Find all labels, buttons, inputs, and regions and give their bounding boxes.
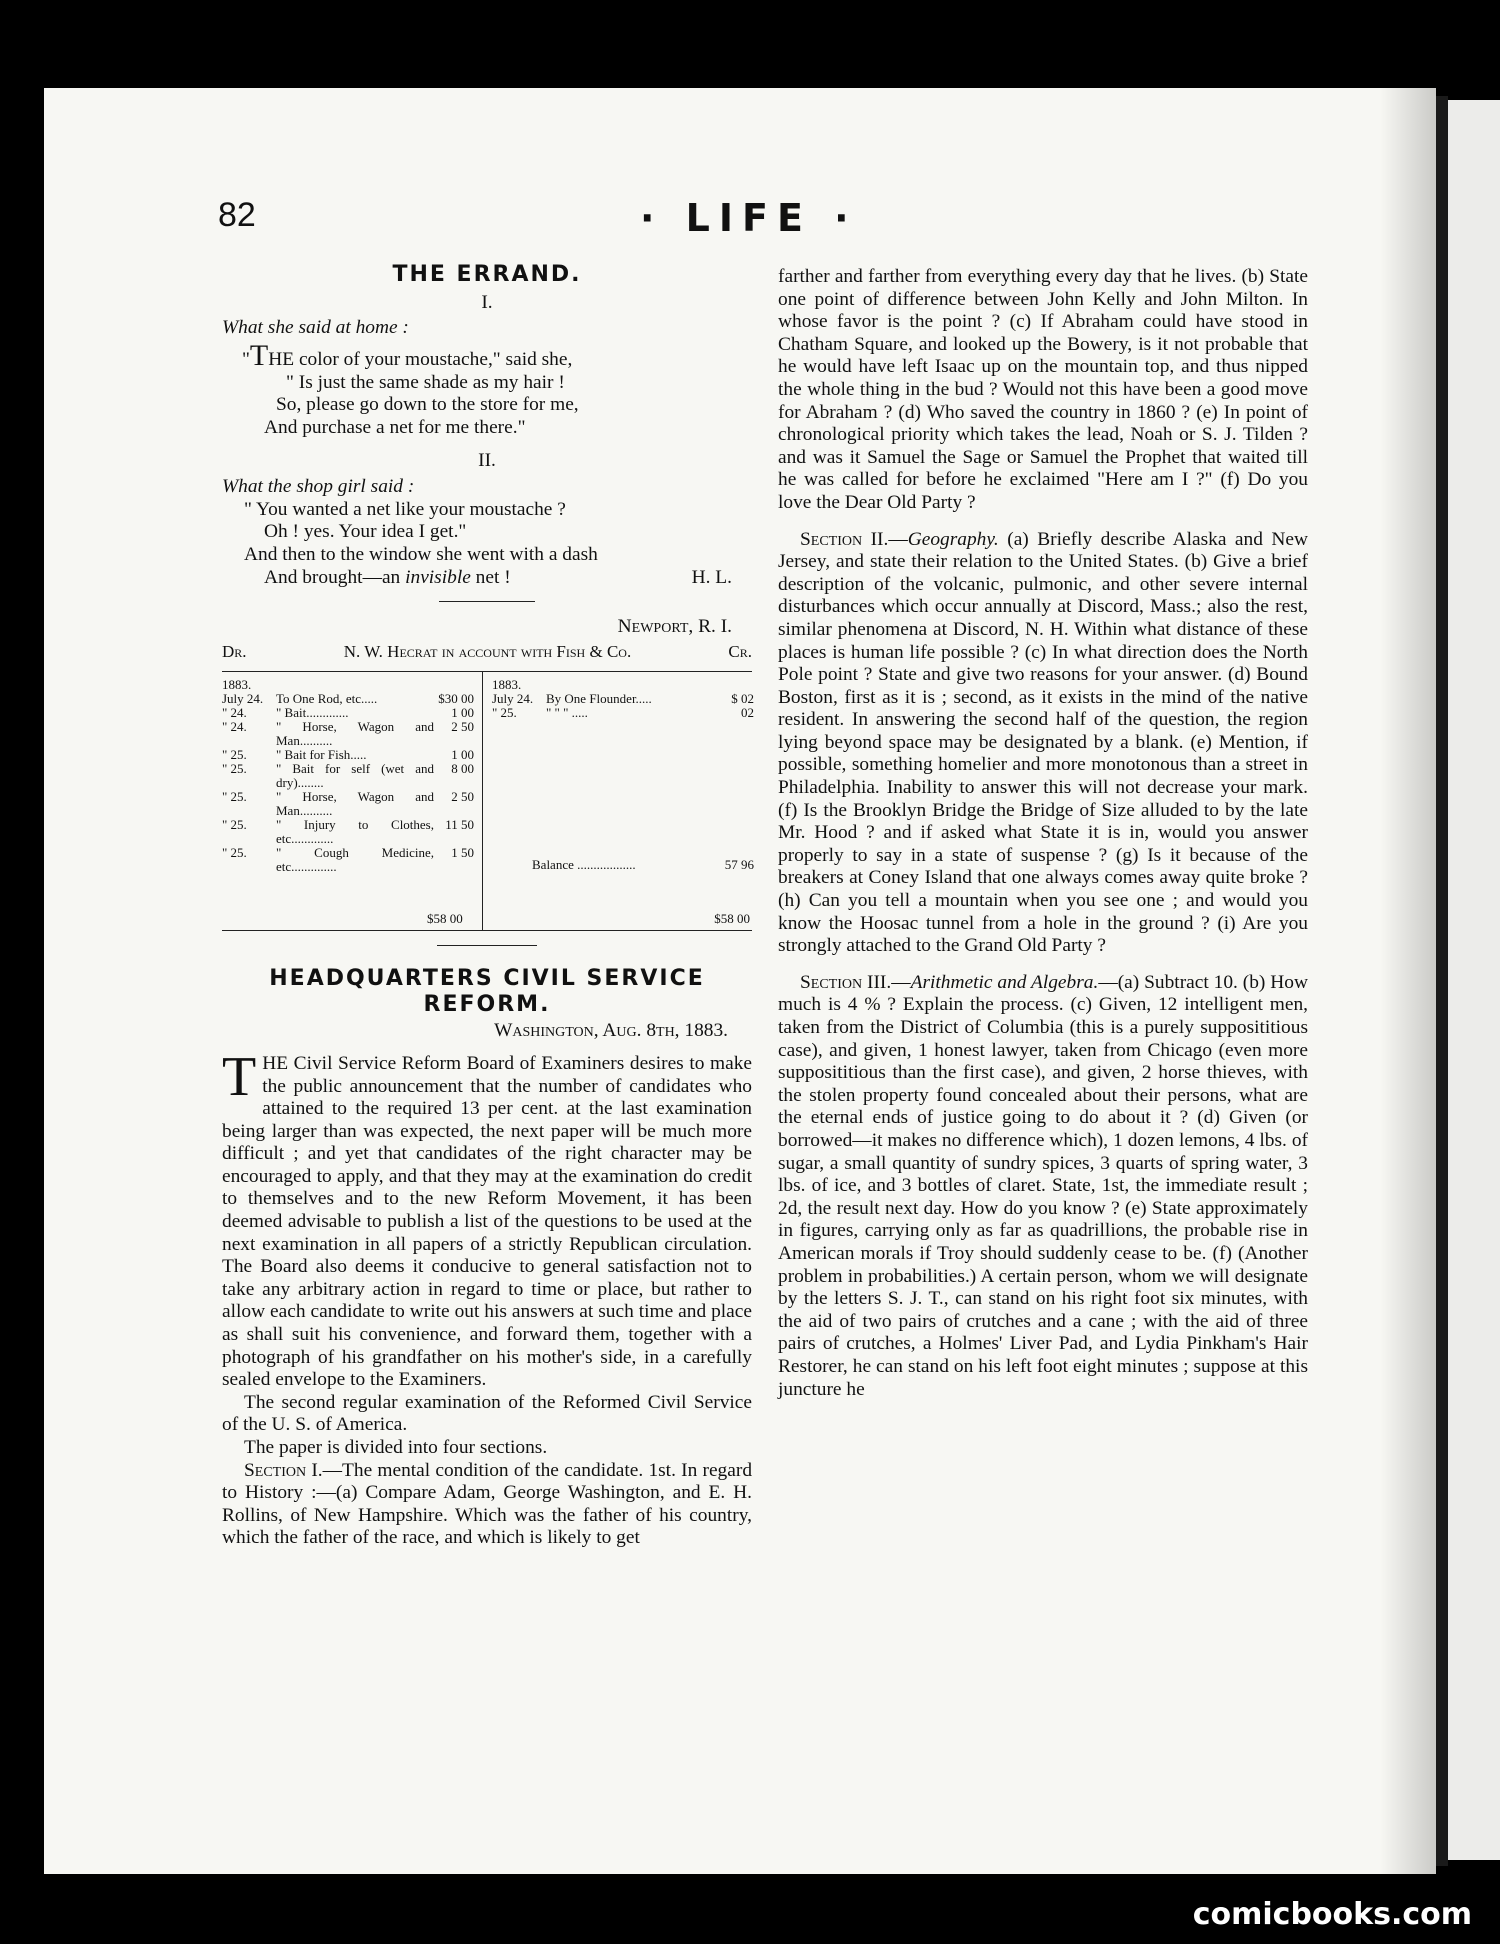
section1-text-left: —The mental condition of the candidate. 1st. In regard to History :—(a) Compare Adam, George Washington, and E. H. Rollins, of New Hampshire. Which was the father of his country, which the father of the race, and which is likely to get [222,1459,753,1549]
page-edge [1436,96,1448,1866]
errand-line-part: net ! [470,566,511,588]
errand-signature: H. L. [691,566,732,588]
ledger-credit-item: " " " ..... [546,706,588,721]
ledger-debit-amount: 1 00 [451,705,474,721]
section3-label: Section III. [800,971,892,993]
right-column [778,266,1308,1401]
ledger-debit-date: " 25. [222,761,247,777]
ledger-divider [482,672,483,930]
ledger-debit-date: " 24. [222,705,247,721]
ledger-debit-row [222,748,474,762]
errand-line: " Is just the same shade as my hair ! [286,371,565,393]
errand-poem-part2 [222,499,752,589]
errand-line-italic: invisible [405,566,471,588]
errand-part2-numeral: II. [478,449,496,471]
ledger-debit-amount: 1 50 [451,845,474,861]
errand-part1-numeral: I. [481,292,493,313]
ledger-debit-row [222,790,474,818]
masthead-title: · LIFE · [640,196,858,240]
ledger-debit-year: 1883. [222,677,252,693]
ledger-debit-item: " Cough Medicine, etc.............. [276,846,434,875]
ledger-debit-date: " 24. [222,719,247,735]
ledger-debit-date: " 25. [222,789,247,805]
errand-part2-heading: What the shop girl said : [222,476,415,498]
errand-part1-heading: What she said at home : [222,316,409,338]
ledger-debit-amount: $30 00 [438,691,474,707]
ledger-debit-item: " Bait for self (wet and dry)........ [276,762,434,791]
ledger-debits [222,678,474,874]
page-gutter-shadow [1380,88,1436,1874]
ledger-debit-item: " Bait for Fish..... [276,748,367,763]
ledger-balance-label: Balance .................. [532,857,636,873]
ledger-credit-row [492,706,754,720]
ledger-debit-row [222,762,474,790]
ledger-debit-row [222,706,474,720]
ledger-debit-amount: 1 00 [451,747,474,763]
errand-line: " You wanted a net like your moustache ? [244,498,566,520]
ledger-debit-row [222,692,474,706]
ledger-credit-date: " 25. [492,705,517,721]
errand-dropcap: T [249,339,269,373]
errand-line: Oh ! yes. Your idea I get." [264,521,467,543]
errand-line-part: And brought—an [264,566,406,588]
ledger-debit-date: " 25. [222,845,247,861]
errand-last-line [264,567,511,590]
section1-label: Section I. [244,1459,323,1481]
account-place: Newport, R. I. [617,616,732,638]
reform-section1-continued: farther and farther from everything every day that he lives. (b) State one point of difference between John Kelly and John Milton. In whose favor is the point ? (c) If Abraham could have stood in Chatham Square, and looked up the Bowery, is it not probable that he would have left Isaac up on the mountain top, and thus nipped the whole thing in the bud ? Would not this have been a good move for Abraham ? (d) Who saved the country in 1860 ? (e) In point of chronological priority which takes the lead, Noah or S. J. Tilden ? and was it Samuel the Sage or Samuel the Prophet that waited till he was called for before he exclaimed "Here am I ?" (f) Do you love the Dear Old Party ? [778,266,1308,513]
reform-section3: Section III.—Arithmetic and Algebra.—(a) Subtract 10. (b) How much is 4 % ? Explain the process. (c) Given, 12 intelligent men, taken from the District of Columbia (this is a purely supposititious case), and given, 1 honest lawyer, taken from Chicago (even more supposititious than the first case), and given, 2 horse thieves, with the stolen property found concealed about their persons, what are the eternal ends of justice going to do about it ? (d) Given (or borrowed—it makes no difference which), 1 dozen lemons, 4 lbs. of sugar, a small quantity of sundry spices, 3 quarts of spring water, 3 lbs. of ice, and 3 bottles of claret. State, 1st, the immediate result ; 2d, the result next day. How do you know ? (e) State approximately in figures, carrying only as far as quadrillions, the probable rise in American morals if Troy should suddenly cease to be. (f) (Another problem in probabilities.) A certain person, whom we will designate by the letters S. J. T., can stand on his right foot six minutes, with the aid of two pairs of crutches and a cane ; with the aid of three pairs of crutches, a Holmes' Liver Pad, and Lydia Pinkham's Hair Restorer, he can stand on his left foot eight minutes ; suppose at this juncture he [778,971,1308,1400]
divider [439,601,535,602]
ledger-balance-amount: 57 96 [724,857,754,873]
ledger-credit-total: $58 00 [714,911,750,927]
errand-line: HE color of your moustache," said she, [268,349,573,371]
section2-label: Section II. [800,528,889,550]
ledger-balance-row [532,858,754,872]
ledger-debit-item: " Bait............. [276,706,349,721]
errand-poem-part1 [222,339,752,439]
reform-paragraph-1 [222,1045,752,1392]
ledger-debit-amount: 8 00 [451,761,474,777]
reform-title-line1: HEADQUARTERS CIVIL SERVICE [269,966,705,992]
reform-paragraph-3: The paper is divided into four sections. [244,1437,548,1458]
watermark: comicbooks.com [1192,1897,1472,1932]
reform-title-line2: REFORM. [423,992,551,1018]
reform-section2: Section II.—Geography. (a) Briefly describe Alaska and New Jersey, and state their relation to the United States. (b) Give a brief description of the volcanic, pulmonic, and other severe internal disturbances which occur annually at Discord, Mass.; also the rest, similar phenomena at Discord, N. H. Within what distance of these places is human life possible ? (c) In what direction does the North Pole point ? State and give two reasons for your answer. (d) Bound Boston, first as it is ; second, as it exists in the mind of the native resident. In answering the second half of the question, the region lying beyond space may be designated by a blank. (e) Mention, if possible, something homelier and more monotonous than a street in Philadelphia. Inability to answer this will not decrease your mark. (f) Is the Brooklyn Bridge the Bridge of Size alluded to by the late Mr. Hood ? and if asked what State it is in, would you answer properly to say in a state of suspense ? (g) Is it because of the breakers at Coney Island that one always comes away quite broke ? (h) Can you tell a mountain when you see one ; and would you know the Hoosac tunnel from a hole in the ground ? (i) Are you strongly attached to the Grand Old Party ? [778,528,1308,957]
account-header [222,641,752,664]
ledger-debit-item: " Horse, Wagon and Man.......... [276,790,434,819]
ledger-debit-row [222,846,474,874]
reform-para1-text: HE Civil Service Reform Board of Examiners desires to make the public announcement that the number of candidates who attained to the required 13 per cent. at the last examination being larger than was expected, the next paper will be much more difficult ; and yet that candidates of the right character may be encouraged to apply, and that they may at the examination do credit to themselves and to the new Reform Movement, it has been deemed advisable to publish a list of the questions to be used at the next examination in all papers of a strictly Republican circulation. The Board also deems it conducive to general satisfaction not to take any arbitrary action in regard to time or place, but rather to allow each candidate to write out his answers at such time and place as shall suit his convenience, and forward them, together with a photograph of his grandfather on his mother's side, in a carefully sealed envelope to the Examiners. [222,1052,752,1391]
ledger-credit-year: 1883. [492,677,522,693]
ledger-debit-row [222,720,474,748]
reform-paragraph-2: The second regular examination of the Reformed Civil Service of the U. S. of America. [222,1391,752,1436]
section3-subject: Arithmetic and Algebra. [910,971,1099,993]
errand-line: And purchase a net for me there." [264,416,526,438]
ledger-debit-total: $58 00 [427,911,463,927]
ledger-debit-amount: 11 50 [445,817,474,833]
account-cr: Cr. [728,641,752,661]
account-dr: Dr. [222,641,247,661]
ledger-debit-amount: 2 50 [451,719,474,735]
errand-line: So, please go down to the store for me, [276,394,579,416]
ledger-debit-date: " 25. [222,747,247,763]
account-heading: N. W. Hecrat in account with Fish & Co. [343,641,632,661]
left-column [222,262,752,1550]
ledger-debit-date: July 24. [222,691,264,707]
section2-subject: Geography. [907,528,999,550]
errand-title: THE ERRAND. [392,262,582,287]
errand-line: And then to the window she went with a dash [244,543,598,565]
page-number: 82 [218,196,256,234]
ledger-credit-date: July 24. [492,691,534,707]
reform-dropcap: T [222,1045,257,1108]
ledger-credit-item: By One Flounder..... [546,692,652,707]
ledger-debit-row [222,818,474,846]
ledger-credit-amount: $ 02 [731,691,754,707]
errand-open-quote: " [242,349,250,371]
ledger-debit-item: " Horse, Wagon and Man.......... [276,720,434,749]
reform-dateline: Washington, Aug. 8th, 1883. [494,1020,728,1042]
reform-section1-start [222,1460,752,1550]
section3-text: —(a) Subtract 10. (b) How much is 4 % ? Explain the process. (c) Given, 12 intelligent men, taken from the District of Columbia (this is a purely supposititious case), and given, 1 honest lawyer, taken from Chicago (even more supposititious than the first case), and given, 2 horse thieves, with the stolen property found concealed about their persons, what are the eternal ends of justice going to do about it ? (d) Given (or borrowed—it makes no difference which), 1 dozen lemons, 4 lbs. of sugar, a small quantity of sundry spices, 3 quarts of spring water, 3 lbs. of ice, and 3 bottles of claret. State, 1st, the immediate result ; 2d, the result next day. How do you know ? (e) State approximately in figures, carrying only as far as quadrillions, the probable rise in American morals if Troy should suddenly cease to be. (f) (Another problem in probabilities.) A certain person, whom we will designate by the letters S. J. T., can stand on his right foot six minutes, with the aid of two pairs of crutches and a cane ; with the aid of three pairs of crutches, a Holmes' Liver Pad, and Lydia Pinkham's Hair Restorer, he can stand on his left foot eight minutes ; suppose at this juncture he [778,971,1308,1400]
ledger-credit-amount: 02 [741,705,754,721]
ledger-debit-date: " 25. [222,817,247,833]
ledger-credits [492,677,754,873]
divider [437,945,537,946]
ledger-debit-item: To One Rod, etc..... [276,692,378,707]
section2-text: (a) Briefly describe Alaska and New Jersey, and state their relation to the United States. (b) Give a brief description of the volcanic, pulmonic, and other severe internal disturbances which occur annually at Discord, Mass.; also the rest, similar phenomena at Discord, N. H. Within what distance of these places is human life possible ? (c) In what direction does the North Pole point ? State and give two reasons for your answer. (d) Bound Boston, first as it is ; second, as it exists in the mind of the native resident. In answering the second half of the question, the region lying beyond space may be designated by a blank. (e) Mention, if possible, something homelier and more monotonous than a street in Philadelphia. Inability to answer this will not decrease your mark. (f) Is the Brooklyn Bridge the Bridge of Size alluded to by the late Mr. Hood ? and if asked what State it is in, would you answer properly to say in a state of suspense ? (g) Is it because of the breakers at Coney Island that one always comes away quite broke ? (h) Can you tell a mountain when you see one ; and would you know the Hoosac tunnel from a hole in the ground ? (i) Are you strongly attached to the Grand Old Party ? [778,528,1308,957]
account-ledger [222,671,752,931]
ledger-credit-row [492,692,754,706]
adjacent-page [1448,100,1500,1860]
ledger-debit-amount: 2 50 [451,789,474,805]
ledger-debit-item: " Injury to Clothes, etc............. [276,818,434,847]
